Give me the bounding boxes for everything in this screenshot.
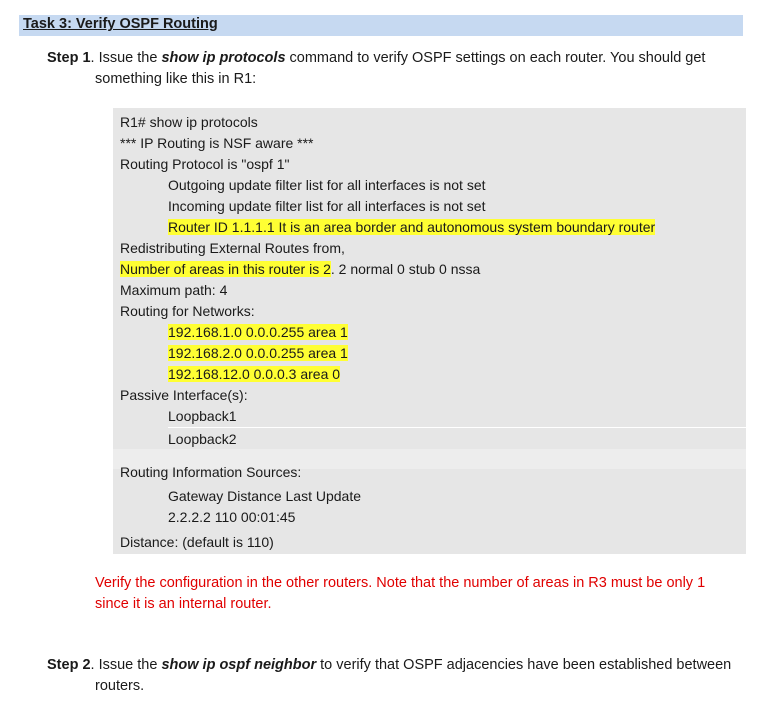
highlight-network: 192.168.2.0 0.0.0.255 area 1 (168, 345, 348, 361)
output-line: Distance: (default is 110) (120, 534, 274, 550)
step-2-text-pre: . Issue the (90, 657, 162, 673)
step-2-text-post: to verify that OSPF adjacencies have been established between (316, 657, 732, 673)
step-2-label: Step 2 (47, 657, 91, 673)
output-line: Routing Protocol is "ospf 1" (120, 156, 290, 172)
step-1-command: show ip protocols (161, 50, 286, 66)
step-2-continuation: routers. (95, 678, 145, 694)
highlight-number-of-areas: Number of areas in this router is 2 (120, 261, 331, 277)
output-line-highlighted (168, 323, 348, 342)
output-line: Loopback2 (168, 431, 237, 447)
step-1-continuation: something like this in R1: (95, 71, 257, 87)
output-line: Incoming update filter list for all interfaces is not set (168, 198, 486, 214)
step-1-label: Step 1 (47, 50, 91, 66)
output-line-highlighted (168, 365, 340, 384)
output-areas-detail: . 2 normal 0 stub 0 nssa (330, 261, 481, 277)
output-line: Loopback1 (168, 408, 237, 424)
step-2-command: show ip ospf neighbor (161, 657, 317, 673)
output-line: R1# show ip protocols (120, 114, 258, 130)
output-line-highlighted (168, 218, 655, 237)
highlight-network: 192.168.1.0 0.0.0.255 area 1 (168, 324, 348, 340)
output-line: Redistributing External Routes from, (120, 240, 345, 256)
highlight-router-id: Router ID 1.1.1.1 It is an area border and autonomous system boundary router (168, 219, 656, 235)
output-line: Gateway Distance Last Update (168, 488, 361, 504)
step-2 (47, 655, 737, 697)
step-1-text-pre: . Issue the (90, 50, 162, 66)
output-line: *** IP Routing is NSF aware *** (120, 135, 314, 151)
task-heading-bar (19, 15, 743, 36)
step-1-text-post: command to verify OSPF settings on each router. You should get (285, 50, 706, 66)
note-line: since it is an internal router. (95, 596, 272, 612)
task-title: Task 3: Verify OSPF Routing (23, 16, 218, 32)
output-line: Routing for Networks: (120, 303, 255, 319)
step-1 (47, 48, 737, 90)
output-line: Maximum path: 4 (120, 282, 228, 298)
output-line: Routing Information Sources: (120, 464, 302, 480)
output-line-highlighted (168, 344, 348, 363)
verification-note (95, 573, 745, 615)
note-line: Verify the configuration in the other routers. Note that the number of areas in R3 must be only 1 (95, 575, 706, 591)
output-line: 2.2.2.2 110 00:01:45 (168, 509, 296, 525)
output-line-highlighted (120, 260, 480, 279)
output-line: Passive Interface(s): (120, 387, 248, 403)
output-line: Outgoing update filter list for all interfaces is not set (168, 177, 486, 193)
output-separator (168, 427, 746, 428)
command-output-box (113, 108, 746, 554)
highlight-network: 192.168.12.0 0.0.0.3 area 0 (168, 366, 341, 382)
